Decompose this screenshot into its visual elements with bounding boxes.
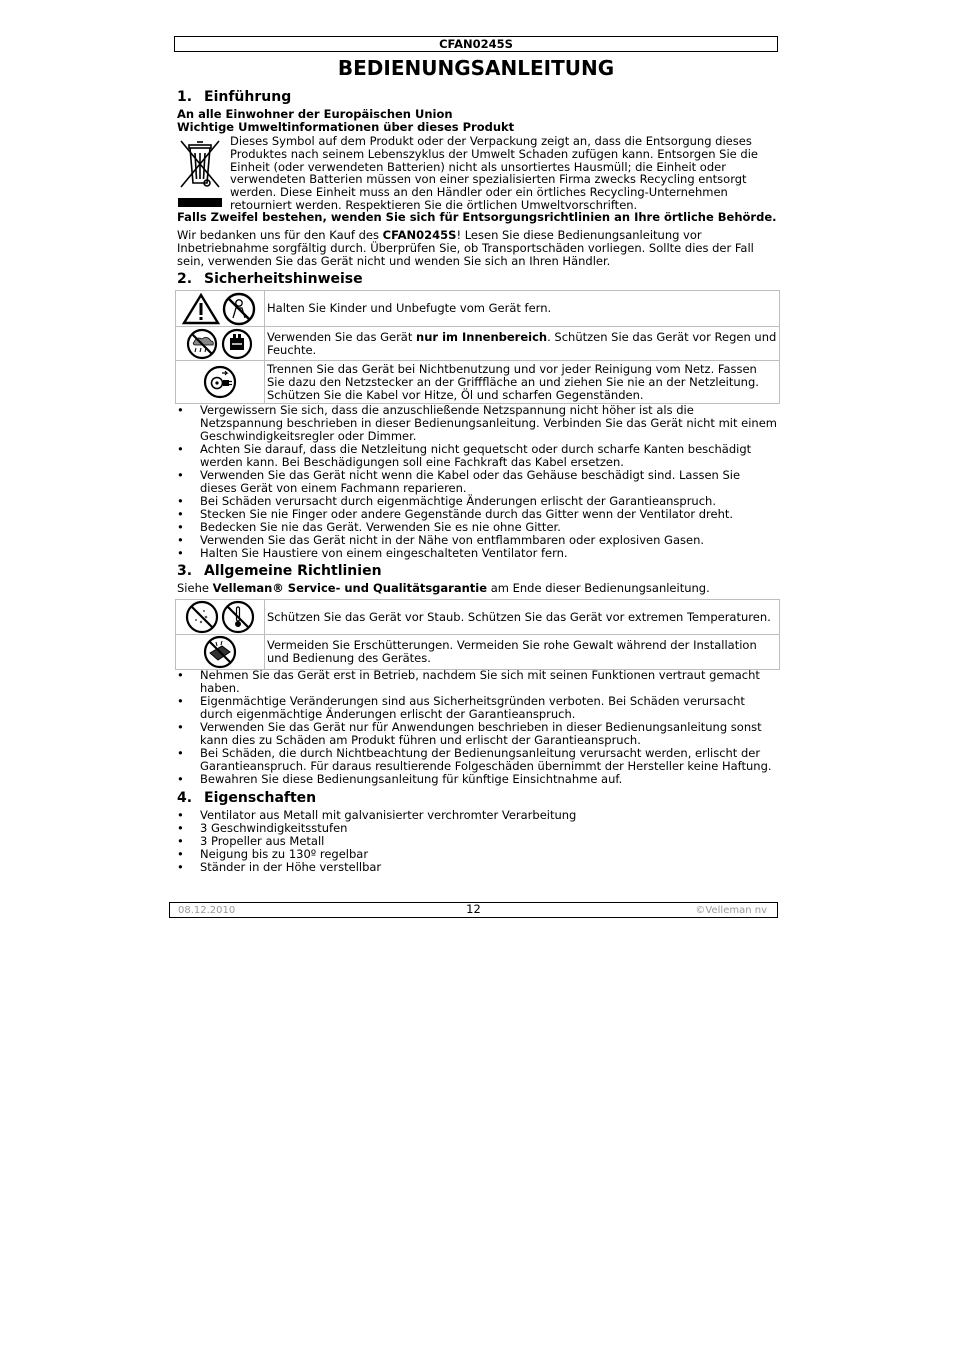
list-item: • Halten Sie Haustiere von einem eingeschalteten Ventilator fern.: [177, 547, 777, 560]
guidelines-icon-table: [175, 599, 780, 670]
list-item: • Bewahren Sie diese Bedienungsanleitung für künftige Einsichtnahme auf.: [177, 773, 777, 786]
features-bullet-list: [177, 809, 777, 874]
list-item: • Stecken Sie nie Finger oder andere Gegenstände durch das Gitter wenn der Ventilator dreht.: [177, 508, 777, 521]
footer-date: 08.12.2010: [178, 905, 236, 916]
list-item: • Verwenden Sie das Gerät nicht in der Nähe von entflammbaren oder explosiven Gasen.: [177, 534, 777, 547]
header-model: CFAN0245S: [439, 37, 513, 51]
list-item: • Verwenden Sie das Gerät nur für Anwendungen beschrieben in dieser Bedienungsanleitung sonst kann dies zu Schäden am Produkt führen und erlischt der Garantieanspruch.: [177, 721, 777, 747]
guideline-row-1: [176, 600, 780, 635]
guidelines-bullet-list: [177, 669, 777, 786]
safety-icon-table: [175, 290, 780, 404]
section-1-sub1: An alle Einwohner der Europäischen Union: [177, 107, 453, 121]
list-item: • Ständer in der Höhe verstellbar: [177, 861, 777, 874]
footer-copyright: ©Velleman nv: [695, 905, 767, 916]
safety-row-1-text: Halten Sie Kinder und Unbefugte vom Gerät fern.: [265, 291, 780, 327]
no-shocks-icon: [202, 635, 238, 669]
section-1-sub2: Wichtige Umweltinformationen über dieses Produkt: [177, 120, 515, 134]
weee-paragraph: Dieses Symbol auf dem Produkt oder der Verpackung zeigt an, dass die Entsorgung dieses Produktes nach seinem Lebenszyklus der Umwelt Schaden zufügen kann. Entsorgen Sie die Einheit (oder verwendeten Batterien) nicht als unsortiertes Hausmüll; die Einheit oder verwendeten Batterien müssen von einer spezialisierten Firma zwecks Recycling entsorgt werden. Diese Einheit muss an den Händler oder ein örtliches Recycling-Unternehmen retourniert werden. Respektieren Sie die örtlichen Umweltvorschriften.: [230, 134, 758, 212]
section-4-heading: 4. Eigenschaften: [177, 790, 317, 806]
list-item: • Bedecken Sie nie das Gerät. Verwenden Sie es nie ohne Gitter.: [177, 521, 777, 534]
guideline-row-2-text: Vermeiden Sie Erschütterungen. Vermeiden Sie rohe Gewalt während der Installation und Bedienung des Gerätes.: [265, 635, 780, 670]
section-1-thanks: Wir bedanken uns für den Kauf des CFAN0245S! Lesen Sie diese Bedienungsanleitung vor Inbetriebnahme sorgfältig durch. Überprüfen Sie, ob Transportschäden vorliegen. Sollte dies der Fall sein, verwenden Sie das Gerät nicht und wenden Sie sich an Ihren Händler.: [177, 228, 754, 268]
section-3-heading: 3. Allgemeine Richtlinien: [177, 563, 382, 579]
list-item: • 3 Geschwindigkeitsstufen: [177, 822, 777, 835]
safety-row-1: [176, 291, 780, 327]
list-item: • Bei Schäden, die durch Nichtbeachtung der Bedienungsanleitung verursacht werden, erlischt der Garantieanspruch. Für daraus resultierende Folgeschäden übernimmt der Hersteller keine Haftung.: [177, 747, 777, 773]
guideline-row-1-text: Schützen Sie das Gerät vor Staub. Schützen Sie das Gerät vor extremen Temperaturen.: [265, 600, 780, 635]
safety-bullet-list: [177, 404, 777, 560]
section-2-heading: 2. Sicherheitshinweise: [177, 271, 363, 287]
warning-and-no-children-icon: [180, 292, 260, 326]
list-item: • Bei Schäden verursacht durch eigenmächtige Änderungen erlischt der Garantieanspruch.: [177, 495, 777, 508]
footer-page-number: 12: [466, 902, 481, 916]
weee-bin-icon: [178, 137, 224, 209]
safety-row-2-text: Verwenden Sie das Gerät nur im Innenbereich. Schützen Sie das Gerät vor Regen und Feuchte.: [265, 327, 780, 361]
page-footer: [169, 902, 778, 918]
guideline-row-2: [176, 635, 780, 670]
list-item: • Vergewissern Sie sich, dass die anzuschließende Netzspannung nicht höher ist als die Netzspannung beschrieben in dieser Bedienungsanleitung. Verbinden Sie das Gerät nicht mit einem Geschwindigkeitsregler oder Dimmer.: [177, 404, 777, 443]
section-3-see-also: Siehe Velleman® Service- und Qualitätsgarantie am Ende dieser Bedienungsanleitung.: [177, 581, 710, 595]
unplug-icon: [202, 364, 238, 400]
list-item: • Ventilator aus Metall mit galvanisierter verchromter Verarbeitung: [177, 809, 777, 822]
list-item: • 3 Propeller aus Metall: [177, 835, 777, 848]
list-item: • Neigung bis zu 130º regelbar: [177, 848, 777, 861]
list-item: • Nehmen Sie das Gerät erst in Betrieb, nachdem Sie sich mit seinen Funktionen vertraut gemacht haben.: [177, 669, 777, 695]
safety-row-3: [176, 361, 780, 404]
no-dust-and-no-extreme-temperature-icon: [180, 600, 260, 634]
section-1-heading: 1. Einführung: [177, 89, 292, 105]
safety-row-3-text: Trennen Sie das Gerät bei Nichtbenutzung und vor jeder Reinigung vom Netz. Fassen Sie dazu den Netzstecker an der Grifffläche an und ziehen Sie nie an der Netzleitung. Schützen Sie die Kabel vor Hitze, Öl und scharfen Gegenständen.: [265, 361, 780, 404]
section-1-doubt: Falls Zweifel bestehen, wenden Sie sich für Entsorgungsrichtlinien an Ihre örtliche Behörde.: [177, 210, 777, 224]
safety-row-2: [176, 327, 780, 361]
list-item: • Achten Sie darauf, dass die Netzleitung nicht gequetscht oder durch scharfe Kanten beschädigt werden kann. Bei Beschädigungen soll eine Fachkraft das Kabel ersetzen.: [177, 443, 777, 469]
no-rain-and-indoor-only-icon: [180, 328, 260, 360]
list-item: • Verwenden Sie das Gerät nicht wenn die Kabel oder das Gehäuse beschädigt sind. Lassen Sie dieses Gerät von einem Fachmann reparieren.: [177, 469, 777, 495]
header-model-box: [174, 36, 778, 52]
page-title: BEDIENUNGSANLEITUNG: [337, 56, 615, 80]
list-item: • Eigenmächtige Veränderungen sind aus Sicherheitsgründen verboten. Bei Schäden verursacht durch eigenmächtige Änderungen erlischt der Garantieanspruch.: [177, 695, 777, 721]
